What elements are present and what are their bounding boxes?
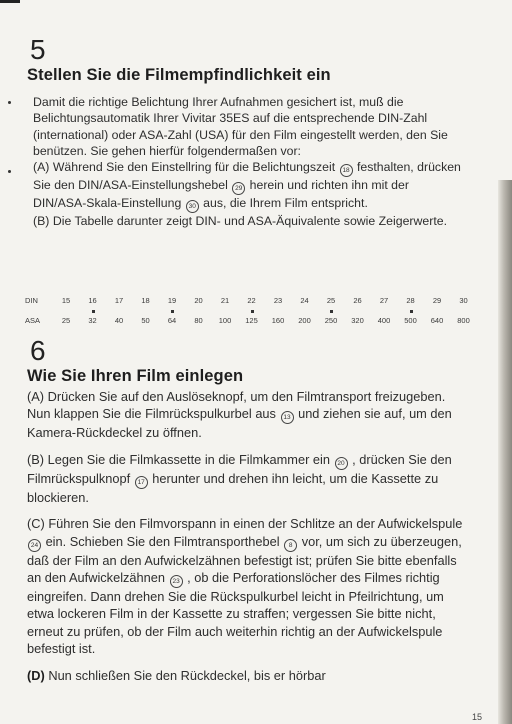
asa-value: 200 bbox=[298, 316, 311, 325]
din-value: 17 bbox=[114, 296, 124, 305]
section-6-step-a bbox=[27, 388, 463, 442]
din-value: 18 bbox=[141, 296, 150, 305]
asa-value: 250 bbox=[324, 316, 338, 325]
ref-number-icon: 30 bbox=[186, 200, 199, 213]
step-text: herunter und drehen ihn leicht, um die Kassette zu blockieren. bbox=[27, 470, 439, 505]
ref-number-icon: 24 bbox=[28, 539, 41, 552]
ref-number-icon: 29 bbox=[232, 182, 245, 195]
section-5-text bbox=[33, 94, 463, 229]
section-5-step-b bbox=[33, 213, 463, 229]
ref-number-icon: 20 bbox=[335, 457, 348, 470]
din-label: DIN bbox=[25, 296, 38, 305]
step-d-label: (D) bbox=[27, 667, 45, 683]
step-c-label: (C) bbox=[27, 516, 45, 532]
din-value: 27 bbox=[379, 296, 389, 305]
din-value: 24 bbox=[300, 296, 309, 305]
step-text: Führen Sie den Filmvorspann in einen der Schlitze an der Aufwickelspule bbox=[48, 516, 463, 532]
asa-value: 100 bbox=[218, 316, 232, 325]
section-6-text bbox=[27, 388, 463, 684]
ref-number-icon: 8 bbox=[284, 539, 297, 552]
step-b-label: (B) bbox=[33, 214, 50, 229]
step-b-label: (B) bbox=[27, 451, 45, 467]
din-row bbox=[20, 296, 468, 308]
ref-number-icon: 23 bbox=[170, 575, 183, 588]
step-text: festhalten, drücken Sie den DIN/ASA-Einstellungshebel bbox=[33, 160, 461, 193]
din-value: 15 bbox=[61, 296, 71, 305]
pointer-dot bbox=[410, 310, 413, 313]
asa-value: 800 bbox=[457, 316, 470, 325]
section-5-title: Stellen Sie die Filmempfindlichkeit ein bbox=[27, 66, 331, 84]
step-text: herein und richten ihn mit der DIN/ASA-Skala-Einstellung bbox=[33, 178, 409, 211]
pointer-dot bbox=[251, 310, 254, 313]
step-text: vor, um sich zu überzeugen, daß der Film an den Aufwickelzähnen befestigt ist; prüfen Sie bitte ebenfalls an den Aufwickelzähnen bbox=[27, 533, 462, 586]
asa-value: 40 bbox=[114, 316, 124, 325]
din-value: 23 bbox=[273, 296, 283, 305]
ref-number-icon: 17 bbox=[135, 476, 148, 489]
step-a-label: (A) bbox=[33, 160, 50, 175]
asa-value: 64 bbox=[167, 316, 177, 325]
din-value: 26 bbox=[353, 296, 362, 305]
din-value: 16 bbox=[88, 296, 97, 305]
step-text: , ob die Perforationslöcher des Filmes richtig eingreifen. Dann drehen Sie die Rückspulkurbel leicht in Pfeilrichtung, um etwa lockeren Film in der Kassette zu straffen; vergessen Sie bitte nicht, erneut zu prüfen, ob der Film auch weiterhin richtig an der Aufwickelspule befestigt ist. bbox=[27, 570, 444, 657]
step-a-label: (A) bbox=[27, 389, 45, 404]
section-6-number: 6 bbox=[30, 335, 46, 366]
asa-label: ASA bbox=[25, 316, 41, 325]
section-6-step-b bbox=[27, 451, 463, 506]
section-5-intro: Damit die richtige Belichtung Ihrer Aufnahmen gesichert ist, muß die Belichtungsautomatik Ihrer Vivitar 35ES auf die entsprechende DIN-Zahl (international) oder ASA-Zahl (USA) für den Film eingestellt werden, den Sie benützen. Sie gehen hierfür folgendermaßen vor: bbox=[33, 95, 448, 158]
din-value: 20 bbox=[194, 296, 203, 305]
margin-mark bbox=[8, 101, 11, 104]
din-value: 19 bbox=[167, 296, 177, 305]
step-text: Nun schließen Sie den Rückdeckel, bis er hörbar bbox=[48, 667, 326, 683]
asa-value: 500 bbox=[404, 316, 417, 325]
section-5-step-a bbox=[33, 159, 463, 213]
step-text: aus, die Ihrem Film entspricht. bbox=[203, 196, 368, 211]
ref-number-icon: 18 bbox=[340, 164, 353, 177]
asa-value: 400 bbox=[377, 316, 391, 325]
section-6-step-c bbox=[27, 515, 463, 657]
asa-value: 640 bbox=[430, 316, 444, 325]
corner-mark bbox=[0, 0, 20, 3]
asa-value: 50 bbox=[141, 316, 150, 325]
din-value: 28 bbox=[406, 296, 415, 305]
step-text: ein. Schieben Sie den Filmtransporthebel bbox=[45, 533, 280, 549]
din-value: 30 bbox=[459, 296, 468, 305]
din-value: 25 bbox=[326, 296, 336, 305]
step-text: Während Sie den Einstellring für die Belichtungszeit bbox=[52, 160, 336, 175]
asa-value: 320 bbox=[351, 316, 364, 325]
page-number: 15 bbox=[471, 712, 482, 722]
section-6-step-d bbox=[27, 667, 463, 684]
step-text: , drücken Sie den Filmrückspulknopf bbox=[27, 451, 452, 486]
step-text: Die Tabelle darunter zeigt DIN- und ASA-Äquivalente sowie Zeigerwerte. bbox=[52, 214, 447, 229]
page-binding-shadow bbox=[498, 180, 512, 724]
ref-number-icon: 13 bbox=[281, 411, 294, 424]
din-value: 22 bbox=[247, 296, 256, 305]
pointer-dot bbox=[171, 310, 174, 313]
step-text: Drücken Sie auf den Auslöseknopf, um den Filmtransport freizugeben. Nun klappen Sie die Filmrückspulkurbel aus bbox=[27, 389, 446, 422]
pointer-dots-row bbox=[20, 310, 460, 314]
asa-value: 125 bbox=[245, 316, 258, 325]
asa-value: 25 bbox=[61, 316, 71, 325]
section-5-number: 5 bbox=[30, 34, 46, 65]
asa-value: 160 bbox=[271, 316, 285, 325]
asa-row bbox=[20, 316, 470, 328]
pointer-dot bbox=[92, 310, 95, 313]
asa-value: 80 bbox=[194, 316, 203, 325]
asa-value: 32 bbox=[88, 316, 97, 325]
din-value: 21 bbox=[220, 296, 230, 305]
margin-mark bbox=[8, 170, 11, 173]
step-text: Legen Sie die Filmkassette in die Filmkammer ein bbox=[47, 451, 330, 467]
section-6-title: Wie Sie Ihren Film einlegen bbox=[27, 367, 244, 385]
step-text: und ziehen sie auf, um den Kamera-Rückdeckel zu öffnen. bbox=[27, 406, 452, 441]
pointer-dot bbox=[330, 310, 333, 313]
din-value: 29 bbox=[432, 296, 442, 305]
